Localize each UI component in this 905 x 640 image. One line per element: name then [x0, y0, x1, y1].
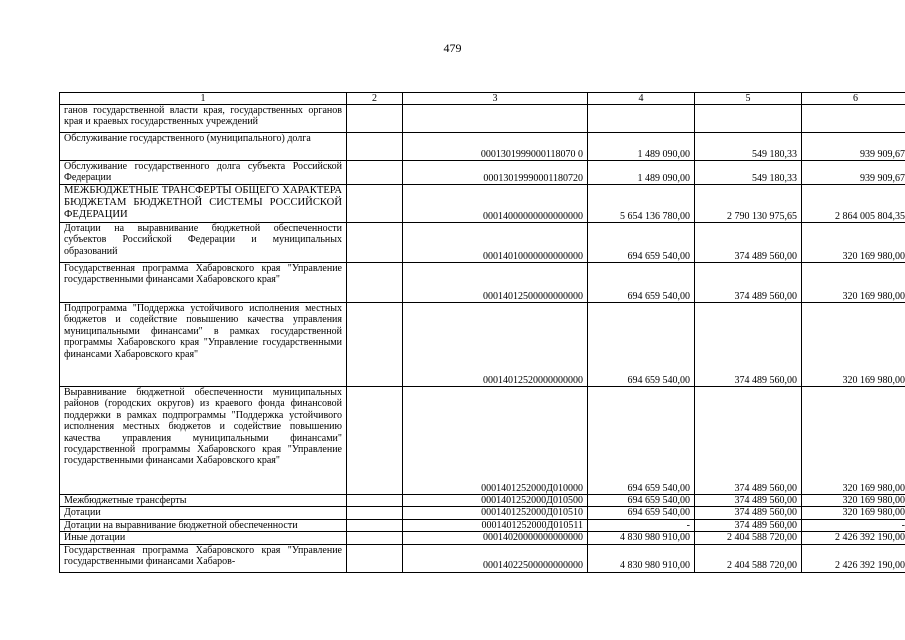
row-name: ганов государственной власти края, государственных органов края и краевых государственных учреждений	[60, 105, 347, 133]
table-row	[60, 133, 905, 161]
row-name: Дотации на выравнивание бюджетной обеспеченности субъектов Российской Федерации и муниципальных образований	[60, 223, 347, 263]
row-name: Дотации	[60, 507, 347, 519]
row-code: 0001401252000Д010510	[403, 507, 588, 519]
row-name: Дотации на выравнивание бюджетной обеспеченности	[60, 519, 347, 531]
row-code: 0001301999000118070 0	[403, 133, 588, 161]
row-value-5: 549 180,33	[695, 161, 802, 185]
row-code: 00014022500000000000	[403, 544, 588, 572]
row-col2	[347, 544, 403, 572]
row-value-5: 374 489 560,00	[695, 495, 802, 507]
row-code: 00014000000000000000	[403, 185, 588, 223]
table-row	[60, 544, 905, 572]
table-row	[60, 532, 905, 544]
page-number: 479	[443, 41, 462, 55]
table-row	[60, 105, 905, 133]
row-value-6: 320 169 980,00	[802, 387, 905, 495]
row-col2	[347, 161, 403, 185]
row-code: 00013019990001180720	[403, 161, 588, 185]
row-value-6: 320 169 980,00	[802, 303, 905, 387]
row-code	[403, 105, 588, 133]
row-col2	[347, 263, 403, 303]
row-value-6: 320 169 980,00	[802, 507, 905, 519]
header-col-5: 5	[695, 93, 802, 105]
row-value-5: 374 489 560,00	[695, 519, 802, 531]
row-value-6	[802, 105, 905, 133]
row-col2	[347, 303, 403, 387]
table-row	[60, 223, 905, 263]
row-value-6: 2 864 005 804,35	[802, 185, 905, 223]
table-row	[60, 263, 905, 303]
header-col-3: 3	[403, 93, 588, 105]
row-code: 0001401252000Д010511	[403, 519, 588, 531]
row-code: 00014012520000000000	[403, 303, 588, 387]
row-value-4: 4 830 980 910,00	[588, 532, 695, 544]
row-name: Межбюджетные трансферты	[60, 495, 347, 507]
row-value-4: -	[588, 519, 695, 531]
row-value-5: 2 790 130 975,65	[695, 185, 802, 223]
row-col2	[347, 495, 403, 507]
row-value-5: 2 404 588 720,00	[695, 544, 802, 572]
table-header-row	[60, 93, 905, 105]
row-value-4: 694 659 540,00	[588, 223, 695, 263]
row-value-5: 2 404 588 720,00	[695, 532, 802, 544]
row-value-6: 2 426 392 190,00	[802, 532, 905, 544]
row-value-5	[695, 105, 802, 133]
row-col2	[347, 519, 403, 531]
row-value-6: 320 169 980,00	[802, 495, 905, 507]
row-value-6: -	[802, 519, 905, 531]
row-value-5: 549 180,33	[695, 133, 802, 161]
table-row	[60, 495, 905, 507]
row-code: 0001401252000Д010500	[403, 495, 588, 507]
row-col2	[347, 223, 403, 263]
row-code: 00014010000000000000	[403, 223, 588, 263]
row-col2	[347, 185, 403, 223]
row-value-4: 694 659 540,00	[588, 303, 695, 387]
row-value-5: 374 489 560,00	[695, 303, 802, 387]
row-code: 00014012500000000000	[403, 263, 588, 303]
row-name: Обслуживание государственного долга субъекта Российской Федерации	[60, 161, 347, 185]
row-col2	[347, 387, 403, 495]
table-row	[60, 387, 905, 495]
row-value-5: 374 489 560,00	[695, 223, 802, 263]
row-name: МЕЖБЮДЖЕТНЫЕ ТРАНСФЕРТЫ ОБЩЕГО ХАРАКТЕРА БЮДЖЕТАМ БЮДЖЕТНОЙ СИСТЕМЫ РОССИЙСКОЙ ФЕДЕРАЦИИ	[60, 185, 347, 223]
row-value-6: 939 909,67	[802, 133, 905, 161]
row-value-5: 374 489 560,00	[695, 263, 802, 303]
row-col2	[347, 532, 403, 544]
budget-table	[59, 92, 905, 573]
row-name: Государственная программа Хабаровского края "Управление государственными финансами Хабаров-	[60, 544, 347, 572]
row-value-6: 2 426 392 190,00	[802, 544, 905, 572]
table-row	[60, 303, 905, 387]
row-name: Иные дотации	[60, 532, 347, 544]
row-name: Государственная программа Хабаровского края "Управление государственными финансами Хабаровского края"	[60, 263, 347, 303]
row-value-4: 1 489 090,00	[588, 133, 695, 161]
header-col-1: 1	[60, 93, 347, 105]
table-row	[60, 161, 905, 185]
row-value-4	[588, 105, 695, 133]
header-col-4: 4	[588, 93, 695, 105]
header-col-6: 6	[802, 93, 905, 105]
row-value-5: 374 489 560,00	[695, 507, 802, 519]
row-name: Обслуживание государственного (муниципального) долга	[60, 133, 347, 161]
row-value-6: 320 169 980,00	[802, 263, 905, 303]
row-name: Выравнивание бюджетной обеспеченности муниципальных районов (городских округов) из краевого фонда финансовой поддержки в рамках подпрограммы "Поддержка устойчивого исполнения местных бюджетов и содействие повышению качества управления муниципальными финансами" государственной программы Хабаровского края "Управление государственными финансами Хабаровского края"	[60, 387, 347, 495]
row-code: 0001401252000Д010000	[403, 387, 588, 495]
row-value-4: 694 659 540,00	[588, 263, 695, 303]
row-value-5: 374 489 560,00	[695, 387, 802, 495]
row-value-4: 5 654 136 780,00	[588, 185, 695, 223]
row-code: 00014020000000000000	[403, 532, 588, 544]
row-value-4: 694 659 540,00	[588, 507, 695, 519]
row-col2	[347, 133, 403, 161]
row-value-4: 1 489 090,00	[588, 161, 695, 185]
row-name: Подпрограмма "Поддержка устойчивого исполнения местных бюджетов и содействие повышению качества управления муниципальными финансами" в рамках государственной программы Хабаровского края "Управление государственными финансами Хабаровского края"	[60, 303, 347, 387]
row-col2	[347, 105, 403, 133]
row-value-6: 939 909,67	[802, 161, 905, 185]
row-value-6: 320 169 980,00	[802, 223, 905, 263]
table-body	[60, 93, 905, 573]
row-col2	[347, 507, 403, 519]
table-row	[60, 519, 905, 531]
table-row	[60, 507, 905, 519]
header-col-2: 2	[347, 93, 403, 105]
row-value-4: 694 659 540,00	[588, 387, 695, 495]
row-value-4: 694 659 540,00	[588, 495, 695, 507]
table-row	[60, 185, 905, 223]
row-value-4: 4 830 980 910,00	[588, 544, 695, 572]
